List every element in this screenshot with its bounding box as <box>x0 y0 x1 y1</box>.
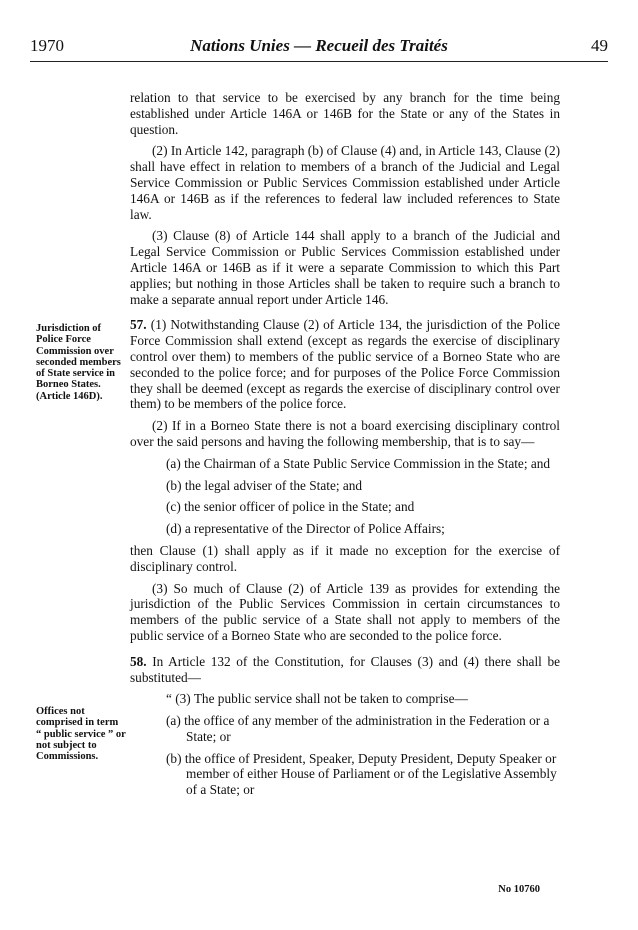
header-page-number: 49 <box>591 36 608 55</box>
section-57-clause-3: (3) So much of Clause (2) of Article 139 as provides for extending the jurisdiction of the Public Services Commission in certain circumstances to members of the public service of a State shall not apply to members of the public service of a Borneo State who are seconded to the police force. <box>130 580 560 643</box>
section-57-clause-2: (2) If in a Borneo State there is not a board exercising disciplinary control over the said persons and having the following membership, that is to say— <box>130 418 560 449</box>
header-year: 1970 <box>30 36 64 55</box>
document-body <box>130 90 560 804</box>
list-item: (a) the office of any member of the administration in the Federation or a State; or <box>166 713 550 744</box>
page-header <box>30 34 608 64</box>
header-rule <box>30 61 608 62</box>
margin-note-section-57: Jurisdiction of Police Force Commission over seconded members of State service in Borneo States. (Article 146D). <box>36 323 121 402</box>
paragraph-clause-2: (2) In Article 142, paragraph (b) of Clause (4) and, in Article 143, Clause (2) shall have effect in relation to members of a branch of the Judicial and Legal Service Commission or Public Services Commission established under Article 146A or 146B as if the references to federal law included references to State law. <box>130 143 561 222</box>
paragraph-clause-3: (3) Clause (8) of Article 144 shall apply to a branch of the Judicial and Legal Service Commission or Public Services Commission established under Article 146A or 146B as if it were a separate Commission to which this Part applies; but nothing in those Articles shall be taken to require such a branch to make a separate annual report under Article 146. <box>130 228 560 307</box>
section-58-quote: “ (3) The public service shall not be taken to comprise— <box>166 691 468 707</box>
footer-number: No 10760 <box>498 884 540 895</box>
section-57-items <box>130 456 560 537</box>
section-58-paragraph <box>130 654 560 686</box>
section-57-clause-2-end: then Clause (1) shall apply as if it made no exception for the exercise of disciplinary control. <box>130 542 560 574</box>
list-item: (d) a representative of the Director of Police Affairs; <box>166 521 445 537</box>
list-item: (a) the Chairman of a State Public Service Commission in the State; and <box>166 455 551 471</box>
section-57-number: 57. <box>130 317 147 333</box>
margin-note-section-58: Offices not comprised in term “ public service ” or not subject to Commissions. <box>36 706 126 763</box>
section-58-number: 58. <box>130 653 147 669</box>
header-title: Nations Unies — Recueil des Traités <box>190 36 448 55</box>
section-57-clause-1 <box>130 317 560 412</box>
list-item: (c) the senior officer of police in the State; and <box>166 499 415 515</box>
list-item: (b) the legal adviser of the State; and <box>166 477 363 493</box>
section-58-items <box>130 713 560 798</box>
section-58-text: In Article 132 of the Constitution, for Clauses (3) and (4) there shall be substituted— <box>130 653 560 685</box>
list-item: (b) the office of President, Speaker, Deputy President, Deputy Speaker or member of either House of Parliament or of the Legislative Assembly of a State; or <box>166 750 557 798</box>
paragraph-continuation: relation to that service to be exercised by any branch for the time being established under Article 146A or 146B for the State or any of the States in question. <box>130 90 560 137</box>
section-57-clause-1-text: (1) Notwithstanding Clause (2) of Article 134, the jurisdiction of the Police Force Commission shall extend (except as regards the exercise of disciplinary control over them) to members of the public service of a Borneo State who are seconded to the police force; and for purposes of the Police Force Commission they shall be deemed (except as regards the exercise of disciplinary control over them) to be members of the police force. <box>130 317 560 412</box>
